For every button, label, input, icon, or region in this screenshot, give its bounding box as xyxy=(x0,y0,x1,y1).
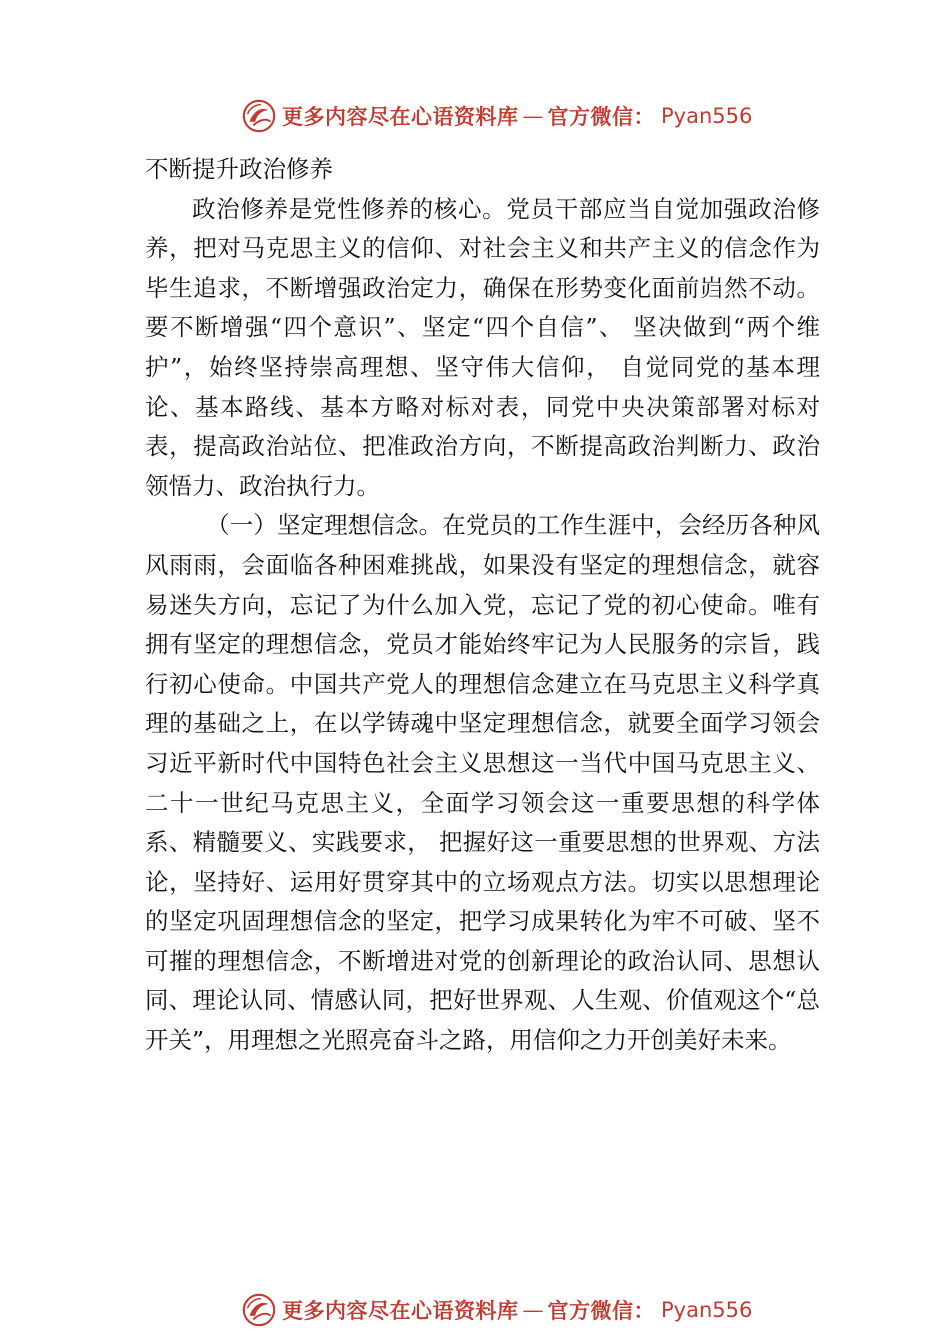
watermark-brand-text: 更多内容尽在心语资料库 xyxy=(282,1298,519,1323)
watermark-contact-label: 官方微信： xyxy=(547,104,655,129)
watermark-contact-id: Pyan556 xyxy=(661,104,753,128)
watermark-separator: — xyxy=(522,1298,544,1322)
footer-watermark xyxy=(240,1290,752,1330)
watermark-contact-id: Pyan556 xyxy=(661,1298,753,1322)
swirl-logo-icon xyxy=(240,97,278,135)
paragraph-ideals: （一）坚定理想信念。在党员的工作生涯中，会经历各种风风雨雨，会面临各种困难挑战，如果没有坚定的理想信念，就容易迷失方向，忘记了为什么加入党，忘记了党的初心使命。唯有拥有坚定的理想信念，党员才能始终牢记为人民服务的宗旨，践行初心使命。中国共产党人的理想信念建立在马克思主义科学真理的基础之上，在以学铸魂中坚定理想信念，就要全面学习领会习近平新时代中国特色社会主义思想这一当代中国马克思主义、二十一世纪马克思主义，全面学习领会这一重要思想的科学体系、精髓要义、实践要求， 把握好这一重要思想的世界观、方法论，坚持好、运用好贯穿其中的立场观点方法。切实以思想理论的坚定巩固理想信念的坚定，把学习成果转化为牢不可破、坚不可摧的理想信念，不断增进对党的创新理论的政治认同、思想认同、理论认同、情感认同，把好世界观、人生观、价值观这个“总开关”，用理想之光照亮奋斗之路，用信仰之力开创美好未来。 xyxy=(145,511,820,1055)
watermark-separator: — xyxy=(522,104,544,128)
header-watermark xyxy=(240,96,752,136)
watermark-brand-text: 更多内容尽在心语资料库 xyxy=(282,104,519,129)
section-heading: 不断提升政治修养 xyxy=(145,155,333,183)
swirl-logo-icon xyxy=(240,1291,278,1329)
watermark-contact-label: 官方微信： xyxy=(547,1298,655,1323)
paragraph-intro: 政治修养是党性修养的核心。党员干部应当自觉加强政治修养，把对马克思主义的信仰、对社会主义和共产主义的信念作为毕生追求，不断增强政治定力，确保在形势变化面前岿然不动。要不断增强“四个意识”、坚定“四个自信”、 坚决做到“两个维护”，始终坚持崇高理想、坚守伟大信仰， 自觉同党的基本理论、基本路线、基本方略对标对表，同党中央决策部署对标对表，提高政治站位、把准政治方向，不断提高政治判断力、政治领悟力、政治执行力。 xyxy=(145,194,820,500)
document-body xyxy=(145,150,820,1061)
